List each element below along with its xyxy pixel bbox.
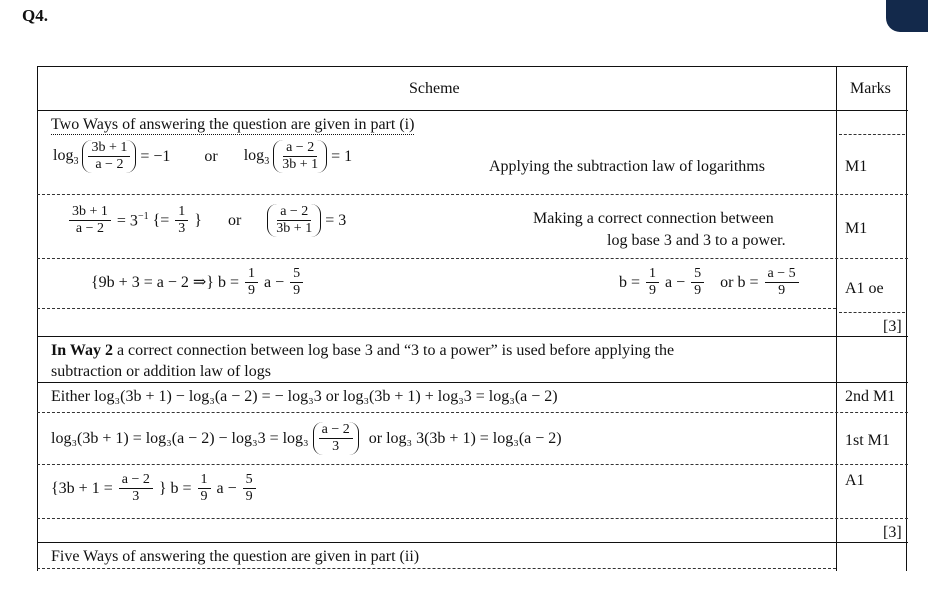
row-divider <box>37 308 836 309</box>
row3-r-or: or b = <box>720 273 759 291</box>
way2-row-c <box>51 472 258 505</box>
log-prefix: log <box>243 146 265 164</box>
way2-total: [3] <box>883 524 902 541</box>
row2-frac-num: 3b + 1 <box>69 204 111 221</box>
row2-inner-num: 1 <box>175 204 188 221</box>
frac-den: 3 <box>332 439 340 455</box>
row1-rhs-b: = 1 <box>331 147 353 165</box>
marks-dashed-line <box>839 134 905 135</box>
row2-brace-open: {= <box>152 211 170 229</box>
row2-frac-b-num: a − 2 <box>277 204 311 221</box>
table-top-border <box>37 66 908 67</box>
section-separator <box>37 336 908 337</box>
row3-left-equation <box>91 266 305 299</box>
way2-row-b-mark: 1st M1 <box>845 432 890 449</box>
way2-row-c-mid: a − <box>216 479 237 497</box>
section-separator <box>37 542 908 543</box>
scheme-header: Scheme <box>409 80 460 97</box>
log-base: 3 <box>73 155 79 167</box>
row1-note: Applying the subtraction law of logarithms <box>489 158 765 175</box>
row1-equation <box>53 140 352 173</box>
log-prefix: log <box>53 146 74 164</box>
question-label: Q4. <box>22 6 48 25</box>
way2-either-mark: 2nd M1 <box>845 388 896 405</box>
log-base: 3 <box>264 155 270 167</box>
row2-note-line1: Making a correct connection between <box>533 210 774 227</box>
way2-row-c-lhs: {3b + 1 = <box>51 479 113 497</box>
mark-scheme-table <box>37 66 908 571</box>
row2-mark: M1 <box>845 220 868 237</box>
row1-mark: M1 <box>845 158 868 175</box>
frac-num: 5 <box>290 266 303 283</box>
row2-eq: = 3 <box>116 212 138 230</box>
row1-rhs-a: = −1 <box>140 147 171 165</box>
frac-num: 1 <box>646 266 659 283</box>
row3-mark: A1 oe <box>845 280 884 297</box>
section-separator <box>37 382 908 383</box>
row2-frac-den: a − 2 <box>75 221 104 237</box>
frac-den: 3 <box>132 489 140 505</box>
frac-num: 5 <box>243 472 256 489</box>
row-divider <box>37 194 908 195</box>
frac-num: a − 2 <box>319 422 353 439</box>
row1-frac-a-num: 3b + 1 <box>88 140 130 157</box>
row2-note-line2: log base 3 and 3 to a power. <box>607 232 786 249</box>
row1-or: or <box>204 147 218 165</box>
marks-dashed-line <box>839 312 905 313</box>
row-divider <box>37 464 908 465</box>
way2-row-c-close: } b = <box>158 479 192 497</box>
row1-frac-a-den: a − 2 <box>95 157 124 173</box>
frac-num: 5 <box>691 266 704 283</box>
row2-exp: −1 <box>137 211 149 223</box>
corner-tab-decoration <box>886 0 928 32</box>
frac-den: 9 <box>247 283 255 299</box>
way2-row-c-mark: A1 <box>845 472 865 489</box>
row3-right-equation <box>619 266 801 299</box>
frac-den: 9 <box>694 283 702 299</box>
marks-header: Marks <box>850 80 891 97</box>
frac-num: 1 <box>198 472 211 489</box>
row2-rhs-b: = 3 <box>325 211 347 229</box>
row2-or: or <box>227 211 242 229</box>
row-divider <box>37 568 836 569</box>
table-left-border <box>37 66 38 571</box>
header-separator <box>37 110 908 111</box>
way2-either-row: Either log₃(3b + 1) − log₃(a − 2) = − log₃3 or log₃(3b + 1) + log₃3 = log₃(a − 2) <box>51 388 558 405</box>
part-ii-intro: Five Ways of answering the question are given in part (ii) <box>51 548 420 565</box>
row3-mid: a − <box>263 273 285 291</box>
part-i-intro: Two Ways of answering the question are given in part (i) <box>51 116 415 133</box>
part-i-total: [3] <box>883 318 902 335</box>
way2-line1-rest: a correct connection between log base 3 and “3 to a power” is used before applying the <box>112 342 675 359</box>
frac-den: 9 <box>245 489 253 505</box>
frac-num: a − 2 <box>119 472 153 489</box>
frac-den: 9 <box>649 283 657 299</box>
column-divider <box>836 66 837 571</box>
row2-brace-close: } <box>194 211 202 229</box>
frac-num: a − 5 <box>765 266 799 283</box>
frac-den: 9 <box>778 283 786 299</box>
row2-equation <box>67 204 346 237</box>
row1-frac-b-den: 3b + 1 <box>282 157 319 173</box>
way2-line1 <box>51 342 674 360</box>
way2-line2: subtraction or addition law of logs <box>51 363 271 380</box>
row-divider <box>37 518 908 519</box>
row-divider <box>37 258 908 259</box>
row3-r-lhs: b = <box>619 273 641 291</box>
way2-row-b-lhs: log₃(3b + 1) = log₃(a − 2) − log₃3 = log₃ <box>51 429 309 447</box>
way2-label: In Way 2 <box>51 342 113 359</box>
row2-inner-den: 3 <box>178 221 186 237</box>
frac-num: 1 <box>245 266 258 283</box>
way2-row-b <box>51 422 562 455</box>
frac-den: 9 <box>293 283 301 299</box>
frac-den: 9 <box>200 489 208 505</box>
row3-lhs: {9b + 3 = a − 2 ⇒} b = <box>91 273 239 291</box>
row1-frac-b-num: a − 2 <box>283 140 317 157</box>
row3-r-mid: a − <box>665 273 686 291</box>
row-divider <box>37 412 908 413</box>
way2-row-b-rest: or log₃ 3(3b + 1) = log₃(a − 2) <box>368 429 562 447</box>
table-right-border <box>906 66 907 571</box>
row2-frac-b-den: 3b + 1 <box>276 221 313 237</box>
